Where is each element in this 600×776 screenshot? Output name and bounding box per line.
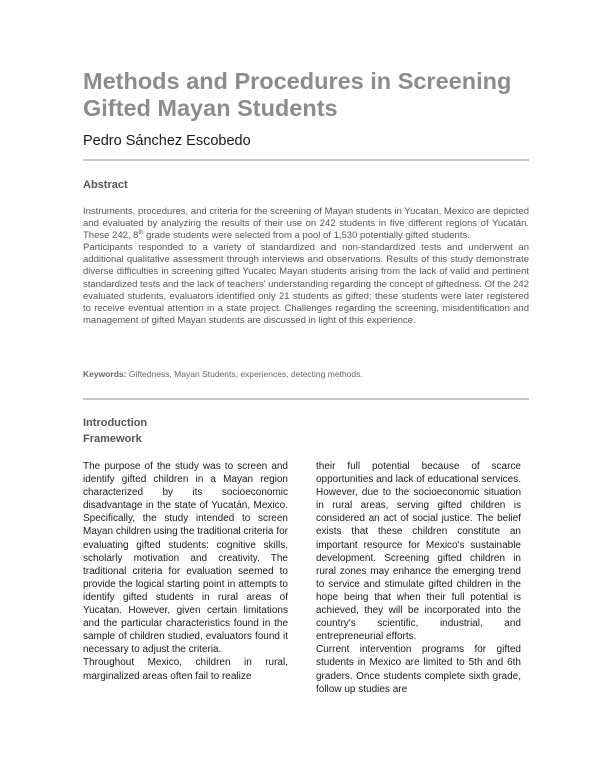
subsection-heading-framework: Framework <box>83 433 142 445</box>
body-paragraph: Throughout Mexico, children in rural, marginalized areas often fail to realize <box>83 657 288 682</box>
body-paragraph: The purpose of the study was to screen and identify gifted children in a Mayan region characterized by its socioeconomic disadvantage in the state of Yucatán, Mexico. Specifically, the study intended to screen Mayan children using the traditional criteria for evaluating gifted students: cognitive skills, scholarly motivation and creativity. The traditional criteria for evaluation seemed to provide the logical starting point in attempts to identify gifted students in rural areas of Yucatan. However, given certain limitations and the particular characteristics found in the sample of children studied, evaluators found it necessary to adjust the criteria. <box>83 461 288 656</box>
abstract-paragraph-1 <box>83 206 529 242</box>
divider-top <box>83 159 529 161</box>
abstract-p1-text-end: grade students were selected from a pool of 1,530 potentially gifted students. <box>143 230 470 242</box>
paper-title-line-2: Gifted Mayan Students <box>83 95 338 121</box>
section-heading-introduction: Introduction <box>83 417 148 429</box>
body-column-right <box>316 460 521 696</box>
keywords-text: Giftedness, Mayan Students, experiences, detecting methods. <box>126 369 363 379</box>
abstract-body <box>83 206 529 327</box>
paper-title-line-1: Methods and Procedures in Screening <box>83 68 512 94</box>
keywords-line <box>83 369 529 379</box>
abstract-heading: Abstract <box>83 179 128 191</box>
ordinal-superscript: th <box>138 230 144 237</box>
keywords-label: Keywords: <box>83 369 127 379</box>
body-paragraph: Current intervention programs for gifted students in Mexico are limited to 5th and 6th graders. Once students complete sixth grade, follow up studies are <box>316 644 521 695</box>
paper-title <box>83 68 543 122</box>
abstract-paragraph-2: Participants responded to a variety of standardized and non-standardized tests and underwent an additional qualitative assessment through interviews and observations. Results of this study demonstrate diverse difficulties in screening gifted Yucatec Mayan students arising from the lack of valid and pertinent standardized tests and the lack of teachers' understanding regarding the concept of giftedness. Of the 242 evaluated students, evaluators identified only 21 students as gifted; these students were later registered to receive eventual attention in a state project. Challenges regarding the screening, misidentification and management of gifted Mayan students are discussed in light of this experience. <box>83 242 529 326</box>
abstract-p1-text: Instruments, procedures, and criteria for the screening of Mayan students in Yucatan, Mexico are depicted and evaluated by analyzing the results of their use on 242 students in five different regions of Yucatán. These 242, 8 <box>83 206 529 242</box>
body-column-left <box>83 460 288 683</box>
author-name: Pedro Sánchez Escobedo <box>83 133 251 149</box>
body-paragraph: their full potential because of scarce opportunities and lack of educational services. However, due to the socioeconomic situation in rural areas, serving gifted children is considered an act of social justice. The belief exists that these children constitute an important resource for Mexico's sustainable development. Screening gifted children in rural zones may enhance the emerging trend to service and stimulate gifted children in the hope being that when their full potential is achieved, they will be incorporated into the country's scientific, industrial, and entrepreneurial efforts. <box>316 461 521 643</box>
divider-bottom <box>83 398 529 400</box>
